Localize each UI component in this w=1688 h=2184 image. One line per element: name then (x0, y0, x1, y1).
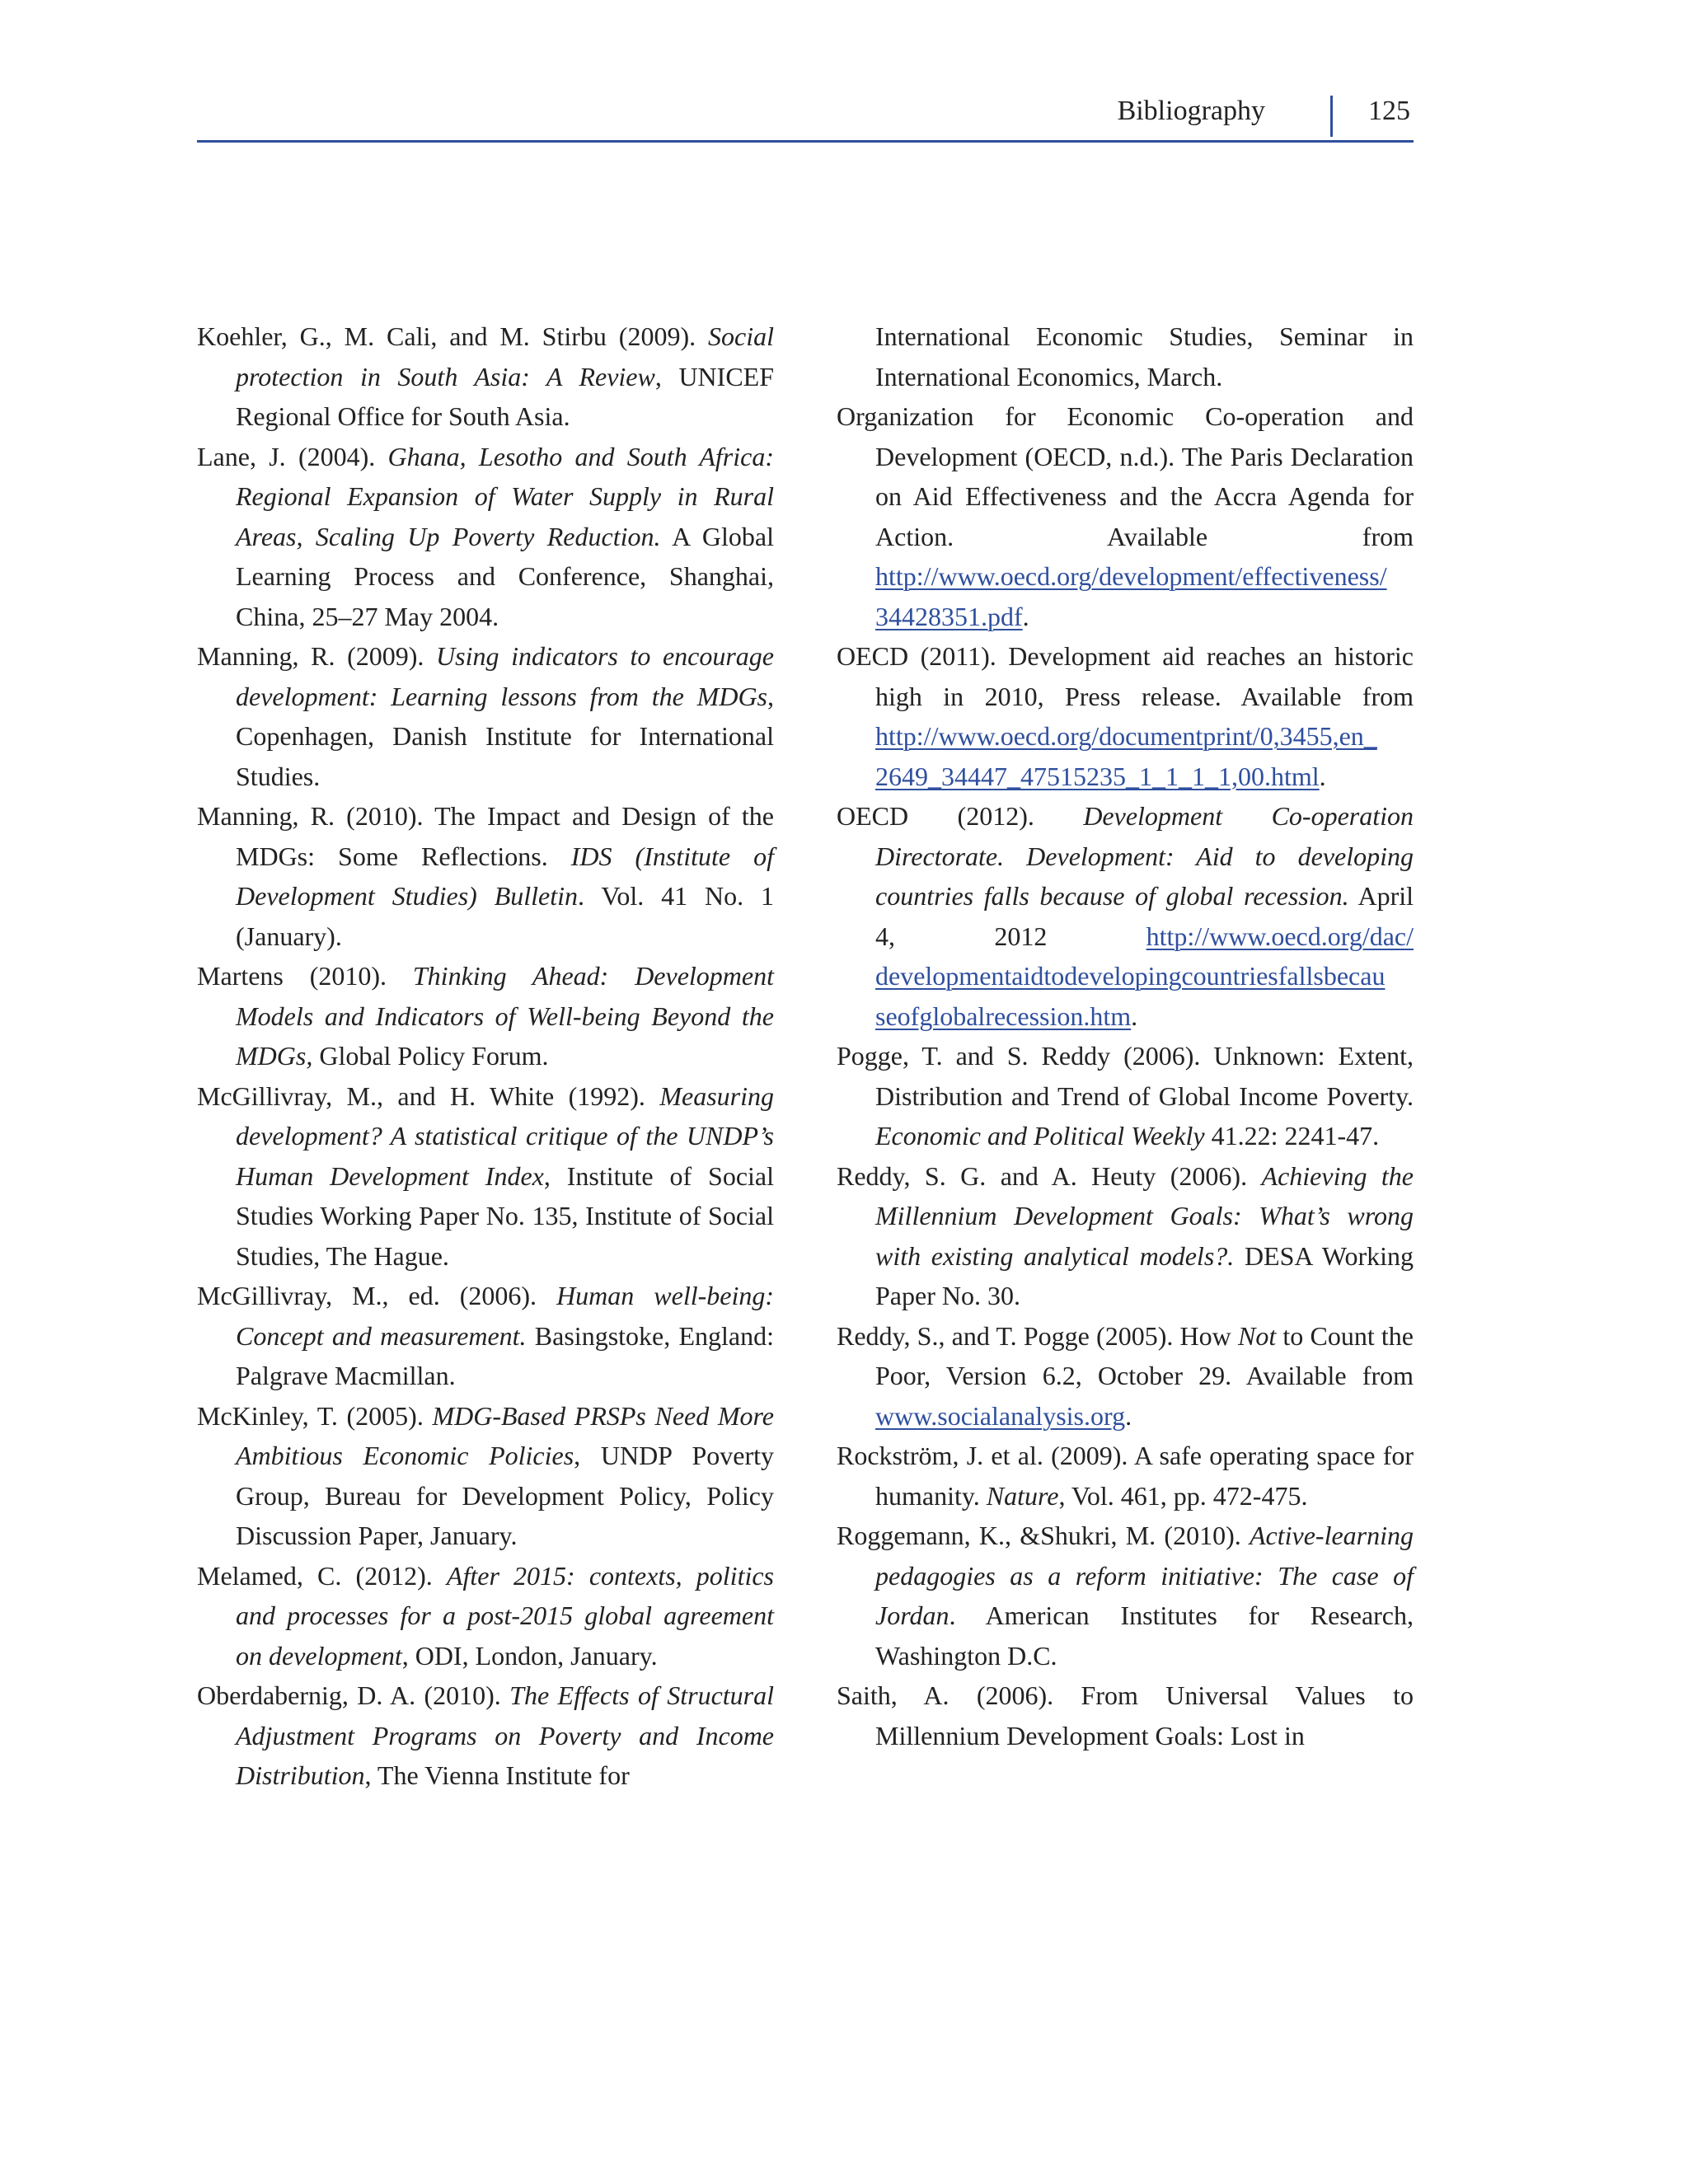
reference-entry (837, 796, 1414, 1036)
reference-title: IDS (Institute of Development Studies) Bulletin (236, 841, 775, 911)
reference-text: , ODI, London, January. (401, 1640, 658, 1671)
reference-text: . Vol. 41 No. 1 (January). (236, 881, 775, 951)
reference-text: April 4, 2012 (875, 881, 1414, 951)
reference-text: McGillivray, M., ed. (2006). (197, 1281, 557, 1310)
bibliography-right-column (837, 316, 1414, 1755)
reference-title: Achieving the Millennium Development Goals: What’s wrong with existing analytical models?. (875, 1160, 1414, 1271)
reference-text: Koehler, G., M. Cali, and M. Stirbu (2009). (197, 321, 709, 351)
reference-link[interactable]: www.socialanalysis.org (875, 1400, 1126, 1431)
reference-title: Social protection in South Asia: A Review (236, 321, 774, 391)
reference-link[interactable]: http://www.oecd.org/dac/ developmentaidtodevelopingcountriesfallsbecau seofglobalrecession.htm (875, 921, 1414, 1031)
running-header (197, 92, 1414, 143)
reference-text: Lane, J. (2004). (197, 441, 388, 471)
reference-title: Measuring development? A statistical critique of the UNDP’s Human Development Index (236, 1080, 774, 1191)
reference-title: The Effects of Structural Adjustment Programs on Poverty and Income Distribution (236, 1680, 775, 1790)
reference-text: , Vol. 461, pp. 472-475. (1058, 1480, 1308, 1511)
reference-text: Melamed, C. (2012). (197, 1560, 447, 1591)
reference-text: Oberdabernig, D. A. (2010). (197, 1680, 510, 1710)
reference-text: McGillivray, M., and H. White (1992). (197, 1080, 660, 1111)
reference-text: Roggemann, K., &Shukri, M. (2010). (837, 1521, 1250, 1550)
reference-title: After 2015: contexts, politics and processes for a post-2015 global agreement on development (236, 1560, 775, 1671)
reference-link[interactable]: http://www.oecd.org/documentprint/0,3455,en_ 2649_34447_47515235_1_1_1_1,00.html (875, 721, 1377, 791)
reference-entry (197, 956, 774, 1076)
reference-text: , UNDP Poverty Group, Bureau for Development Policy, Policy Discussion Paper, January. (236, 1441, 775, 1550)
reference-entry (837, 1675, 1414, 1755)
reference-text: OECD (2011). Development aid reaches an historic high in 2010, Press release. Available from (837, 641, 1414, 711)
reference-title: Not (1237, 1320, 1277, 1351)
reference-title: Active-learning pedagogies as a reform initiative: The case of Jordan (875, 1521, 1414, 1630)
reference-text: Martens (2010). (197, 961, 413, 991)
reference-title: Nature (986, 1480, 1059, 1511)
reference-title: Ghana, Lesotho and South Africa: Regional Expansion of Water Supply in Rural Areas, Scaling Up Poverty Reduction. (236, 441, 775, 551)
reference-text: OECD (2012). (837, 801, 1084, 831)
reference-title: MDG-Based PRSPs Need More Ambitious Economic Policies (236, 1400, 775, 1470)
reference-text: , The Vienna Institute for (364, 1760, 630, 1790)
reference-text: , UNICEF Regional Office for South Asia. (236, 361, 774, 431)
reference-text: , Copenhagen, Danish Institute for International Studies. (236, 681, 774, 791)
reference-entry (837, 1156, 1414, 1316)
reference-entry (197, 437, 774, 637)
reference-text: Global Policy Forum. (312, 1041, 549, 1071)
reference-title: Development Co-operation Directorate. Development: Aid to developing countries falls because of global recession. (875, 801, 1414, 911)
reference-text: to Count the Poor, Version 6.2, October 29. Available from (875, 1320, 1414, 1390)
reference-text: Saith, A. (2006). From Universal Values to Millennium Development Goals: Lost in (837, 1680, 1414, 1750)
reference-text: International Economic Studies, Seminar in International Economics, March. (875, 321, 1414, 391)
bibliography-left-column (197, 316, 774, 1796)
reference-text: . (1022, 601, 1029, 631)
reference-entry (837, 396, 1414, 636)
reference-text: Manning, R. (2010). The Impact and Design of the MDGs: Some Reflections. (197, 801, 774, 871)
reference-entry (197, 1396, 774, 1556)
reference-text: . (1131, 1001, 1138, 1031)
reference-entry (837, 1436, 1414, 1516)
reference-entry (837, 1316, 1414, 1436)
reference-text: , Institute of Social Studies Working Paper No. 135, Institute of Social Studies, The Hague. (236, 1160, 775, 1271)
reference-text: . (1319, 761, 1326, 791)
reference-title: Using indicators to encourage development: Learning lessons from the MDGs (236, 641, 775, 711)
reference-text: Basingstoke, England: Palgrave Macmillan. (236, 1320, 775, 1390)
reference-text: DESA Working Paper No. 30. (875, 1240, 1414, 1310)
reference-entry (197, 316, 774, 437)
reference-entry (197, 636, 774, 796)
header-divider (1330, 96, 1333, 137)
reference-entry (197, 1276, 774, 1396)
reference-entry (197, 1556, 774, 1676)
page-number: 125 (1368, 96, 1410, 126)
reference-text: Manning, R. (2009). (197, 641, 437, 671)
reference-text: A Global Learning Process and Conference, Shanghai, China, 25–27 May 2004. (236, 521, 774, 631)
reference-entry (837, 316, 1414, 396)
reference-text: McKinley, T. (2005). (197, 1400, 433, 1431)
reference-entry (837, 636, 1414, 796)
reference-entry (197, 1675, 774, 1796)
reference-link[interactable]: http://www.oecd.org/development/effectiveness/ 34428351.pdf (875, 561, 1387, 631)
reference-text: 41.22: 2241-47. (1204, 1121, 1380, 1151)
reference-text: Organization for Economic Co-operation and Development (OECD, n.d.). The Paris Declaration on Aid Effectiveness and the Accra Agenda for Action. Available from (837, 401, 1414, 551)
reference-title: Economic and Political Weekly (875, 1121, 1205, 1151)
reference-text: Rockström, J. et al. (2009). A safe operating space for humanity. (837, 1441, 1414, 1511)
reference-title: Human well-being: Concept and measurement. (236, 1281, 775, 1351)
reference-text: . American Institutes for Research, Washington D.C. (875, 1601, 1414, 1671)
reference-title: Thinking Ahead: Development Models and Indicators of Well-being Beyond the MDGs, (236, 961, 774, 1071)
reference-text: Reddy, S. G. and A. Heuty (2006). (837, 1160, 1262, 1191)
reference-text: Reddy, S., and T. Pogge (2005). How (837, 1320, 1238, 1351)
reference-text: Pogge, T. and S. Reddy (2006). Unknown: Extent, Distribution and Trend of Global Income Poverty. (837, 1041, 1414, 1111)
reference-entry (837, 1036, 1414, 1156)
reference-entry (197, 796, 774, 956)
reference-entry (837, 1516, 1414, 1675)
section-title: Bibliography (1117, 96, 1265, 126)
reference-entry (197, 1076, 774, 1277)
reference-text: . (1125, 1400, 1132, 1431)
